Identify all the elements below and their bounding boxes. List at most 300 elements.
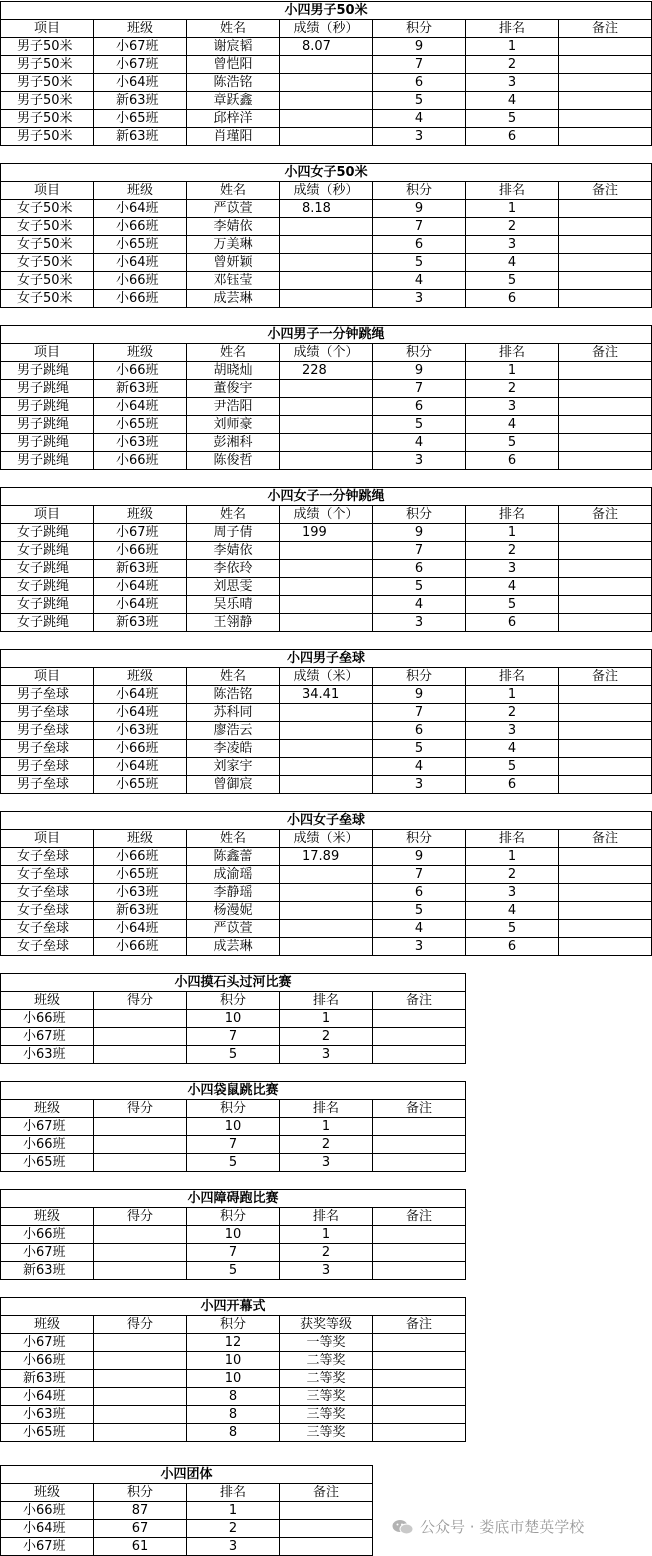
- table-cell: [373, 1262, 466, 1280]
- table-row: [1, 578, 652, 596]
- table-cell: 曾恺阳: [187, 56, 280, 74]
- table-cell: [373, 1226, 466, 1244]
- table-cell: [559, 56, 652, 74]
- table-cell: 4: [466, 254, 559, 272]
- table-cell: 陈浩铭: [187, 686, 280, 704]
- table-cell: 3: [373, 776, 466, 794]
- table-cell: 小66班: [94, 290, 187, 308]
- table-cell: 李婧依: [187, 542, 280, 560]
- table-row: [1, 1388, 466, 1406]
- table-cell: 1: [466, 848, 559, 866]
- table-cell: 男子50米: [1, 38, 94, 56]
- column-header: 备注: [559, 344, 652, 362]
- table-cell: 7: [187, 1136, 280, 1154]
- table-row: [1, 110, 652, 128]
- table-cell: 7: [373, 56, 466, 74]
- table-row: [1, 1028, 466, 1046]
- column-header: 得分: [94, 1316, 187, 1334]
- column-header: 得分: [94, 1100, 187, 1118]
- table-cell: 小64班: [94, 920, 187, 938]
- table-row: [1, 1352, 466, 1370]
- column-header: 备注: [373, 1316, 466, 1334]
- table-cell: [373, 1028, 466, 1046]
- table-cell: 7: [373, 866, 466, 884]
- column-header: 班级: [94, 344, 187, 362]
- table-cell: 小66班: [1, 1502, 94, 1520]
- table-cell: [280, 1538, 373, 1556]
- table-cell: 女子跳绳: [1, 578, 94, 596]
- column-header: 排名: [466, 668, 559, 686]
- table-cell: [280, 236, 373, 254]
- table-title: 小四男子一分钟跳绳: [1, 326, 652, 344]
- table-cell: [280, 920, 373, 938]
- table-cell: 4: [373, 110, 466, 128]
- table-cell: 小67班: [1, 1244, 94, 1262]
- column-header: 成绩（秒）: [280, 182, 373, 200]
- column-header: 排名: [187, 1484, 280, 1502]
- table-cell: 小67班: [1, 1028, 94, 1046]
- score-table: [0, 1465, 373, 1556]
- table-cell: 女子垒球: [1, 848, 94, 866]
- column-header: 成绩（秒）: [280, 20, 373, 38]
- table-title: 小四女子50米: [1, 164, 652, 182]
- table-cell: [280, 92, 373, 110]
- table-title: 小四开幕式: [1, 1298, 466, 1316]
- table-cell: 三等奖: [280, 1406, 373, 1424]
- column-header: 班级: [1, 992, 94, 1010]
- table-cell: 199: [280, 524, 373, 542]
- table-cell: [373, 1370, 466, 1388]
- table-cell: [280, 704, 373, 722]
- table-cell: 1: [466, 362, 559, 380]
- table-cell: 新63班: [94, 92, 187, 110]
- table-cell: 女子50米: [1, 200, 94, 218]
- table-cell: [559, 884, 652, 902]
- table-cell: 严苡萱: [187, 200, 280, 218]
- table-cell: 6: [466, 128, 559, 146]
- table-cell: 1: [466, 524, 559, 542]
- table-cell: [280, 722, 373, 740]
- table-cell: 曾妍颖: [187, 254, 280, 272]
- table-row: [1, 398, 652, 416]
- table-cell: 小64班: [94, 578, 187, 596]
- table-row: [1, 380, 652, 398]
- table-cell: [94, 1010, 187, 1028]
- table-row: [1, 1118, 466, 1136]
- table-cell: [559, 740, 652, 758]
- table-row: [1, 704, 652, 722]
- table-cell: 87: [94, 1502, 187, 1520]
- table-cell: 3: [466, 560, 559, 578]
- table-cell: 228: [280, 362, 373, 380]
- table-cell: 3: [466, 884, 559, 902]
- table-cell: 2: [466, 56, 559, 74]
- table-cell: 2: [466, 218, 559, 236]
- table-cell: [280, 542, 373, 560]
- column-header: 项目: [1, 668, 94, 686]
- table-cell: [559, 902, 652, 920]
- table-cell: 1: [466, 200, 559, 218]
- table-cell: [559, 92, 652, 110]
- table-row: [1, 218, 652, 236]
- table-title: 小四障碍跑比赛: [1, 1190, 466, 1208]
- table-cell: 8: [187, 1388, 280, 1406]
- table-row: [1, 524, 652, 542]
- table-cell: [280, 398, 373, 416]
- table-cell: 小64班: [94, 74, 187, 92]
- table-cell: [373, 1244, 466, 1262]
- table-cell: 新63班: [1, 1370, 94, 1388]
- table-cell: 3: [466, 722, 559, 740]
- column-header: 积分: [187, 992, 280, 1010]
- table-cell: [280, 128, 373, 146]
- table-cell: 7: [373, 542, 466, 560]
- column-header: 积分: [373, 20, 466, 38]
- table-row: [1, 686, 652, 704]
- table-cell: 3: [280, 1046, 373, 1064]
- table-cell: [94, 1262, 187, 1280]
- column-header: 班级: [1, 1208, 94, 1226]
- table-cell: [373, 1154, 466, 1172]
- table-cell: 10: [187, 1370, 280, 1388]
- table-cell: 尹浩阳: [187, 398, 280, 416]
- table-cell: [373, 1406, 466, 1424]
- column-header: 备注: [559, 182, 652, 200]
- table-cell: 男子50米: [1, 74, 94, 92]
- table-cell: 李凌皓: [187, 740, 280, 758]
- table-cell: 谢宸韬: [187, 38, 280, 56]
- table-cell: 17.89: [280, 848, 373, 866]
- column-header: 排名: [466, 182, 559, 200]
- table-cell: 刘师豪: [187, 416, 280, 434]
- table-cell: 小64班: [94, 704, 187, 722]
- table-title: 小四女子垒球: [1, 812, 652, 830]
- table-cell: 男子跳绳: [1, 452, 94, 470]
- column-header: 班级: [94, 668, 187, 686]
- table-cell: 2: [187, 1520, 280, 1538]
- table-cell: 3: [373, 290, 466, 308]
- table-cell: 王翎静: [187, 614, 280, 632]
- table-title: 小四女子一分钟跳绳: [1, 488, 652, 506]
- table-cell: 小65班: [94, 776, 187, 794]
- table-cell: 肖瑾阳: [187, 128, 280, 146]
- table-cell: [559, 416, 652, 434]
- table-cell: 4: [373, 434, 466, 452]
- table-cell: [373, 1118, 466, 1136]
- table-cell: 小67班: [94, 56, 187, 74]
- column-header: 项目: [1, 344, 94, 362]
- table-cell: 5: [187, 1262, 280, 1280]
- table-cell: 邓钰莹: [187, 272, 280, 290]
- table-row: [1, 848, 652, 866]
- table-row: [1, 272, 652, 290]
- table-cell: 34.41: [280, 686, 373, 704]
- table-row: [1, 1334, 466, 1352]
- table-cell: [559, 524, 652, 542]
- table-cell: [280, 578, 373, 596]
- table-row: [1, 776, 652, 794]
- column-header: 排名: [280, 1208, 373, 1226]
- table-cell: [559, 686, 652, 704]
- table-cell: [280, 380, 373, 398]
- score-table: [0, 325, 652, 470]
- table-cell: 男子垒球: [1, 758, 94, 776]
- table-cell: 5: [373, 92, 466, 110]
- table-cell: [559, 110, 652, 128]
- column-header: 获奖等级: [280, 1316, 373, 1334]
- table-cell: [94, 1352, 187, 1370]
- table-cell: 女子垒球: [1, 884, 94, 902]
- table-cell: 3: [373, 128, 466, 146]
- column-header: 排名: [280, 1100, 373, 1118]
- column-header: 积分: [187, 1208, 280, 1226]
- table-cell: 12: [187, 1334, 280, 1352]
- column-header: 班级: [1, 1484, 94, 1502]
- table-cell: 新63班: [94, 380, 187, 398]
- table-cell: 小64班: [94, 200, 187, 218]
- table-row: [1, 200, 652, 218]
- table-cell: 8.18: [280, 200, 373, 218]
- table-cell: [280, 866, 373, 884]
- table-cell: 2: [466, 542, 559, 560]
- wechat-icon: [392, 1519, 414, 1535]
- table-cell: 小67班: [1, 1118, 94, 1136]
- column-header: 班级: [94, 506, 187, 524]
- table-row: [1, 1262, 466, 1280]
- table-cell: 3: [373, 938, 466, 956]
- table-cell: [94, 1244, 187, 1262]
- table-cell: 廖浩云: [187, 722, 280, 740]
- column-header: 积分: [187, 1316, 280, 1334]
- table-cell: 章跃鑫: [187, 92, 280, 110]
- table-cell: 女子50米: [1, 236, 94, 254]
- table-title: 小四团体: [1, 1466, 373, 1484]
- column-header: 成绩（米）: [280, 668, 373, 686]
- column-header: 姓名: [187, 344, 280, 362]
- table-cell: 小66班: [94, 938, 187, 956]
- column-header: 班级: [94, 20, 187, 38]
- table-cell: [280, 560, 373, 578]
- score-table: [0, 649, 652, 794]
- table-cell: 3: [280, 1262, 373, 1280]
- table-cell: 9: [373, 38, 466, 56]
- table-cell: 5: [373, 416, 466, 434]
- table-cell: 成芸琳: [187, 938, 280, 956]
- table-cell: 女子50米: [1, 290, 94, 308]
- table-cell: 小64班: [1, 1388, 94, 1406]
- column-header: 积分: [187, 1100, 280, 1118]
- table-cell: 9: [373, 848, 466, 866]
- column-header: 积分: [373, 830, 466, 848]
- table-row: [1, 452, 652, 470]
- score-table: [0, 1, 652, 146]
- table-cell: 7: [187, 1244, 280, 1262]
- table-cell: 男子50米: [1, 110, 94, 128]
- table-cell: 成芸琳: [187, 290, 280, 308]
- table-cell: 女子跳绳: [1, 596, 94, 614]
- table-row: [1, 1502, 373, 1520]
- table-cell: 小67班: [1, 1334, 94, 1352]
- table-cell: 5: [373, 740, 466, 758]
- table-cell: 小66班: [94, 362, 187, 380]
- table-cell: 3: [187, 1538, 280, 1556]
- table-cell: 61: [94, 1538, 187, 1556]
- table-cell: 李依玲: [187, 560, 280, 578]
- column-header: 备注: [559, 506, 652, 524]
- table-cell: 6: [373, 74, 466, 92]
- table-cell: [94, 1334, 187, 1352]
- table-cell: 苏科同: [187, 704, 280, 722]
- table-cell: 2: [466, 704, 559, 722]
- column-header: 积分: [94, 1484, 187, 1502]
- table-cell: [94, 1046, 187, 1064]
- table-cell: [280, 56, 373, 74]
- table-cell: 5: [466, 434, 559, 452]
- table-row: [1, 1406, 466, 1424]
- table-cell: [280, 776, 373, 794]
- table-row: [1, 614, 652, 632]
- table-cell: 男子垒球: [1, 740, 94, 758]
- table-cell: 小67班: [94, 524, 187, 542]
- table-cell: [280, 596, 373, 614]
- table-row: [1, 920, 652, 938]
- table-cell: 5: [373, 902, 466, 920]
- table-cell: 二等奖: [280, 1370, 373, 1388]
- table-cell: [373, 1136, 466, 1154]
- table-cell: 5: [373, 254, 466, 272]
- column-header: 姓名: [187, 668, 280, 686]
- table-cell: 1: [187, 1502, 280, 1520]
- column-header: 项目: [1, 830, 94, 848]
- table-cell: [280, 110, 373, 128]
- table-cell: [559, 614, 652, 632]
- table-cell: [280, 938, 373, 956]
- column-header: 排名: [466, 344, 559, 362]
- table-row: [1, 1226, 466, 1244]
- table-cell: 5: [466, 110, 559, 128]
- column-header: 备注: [373, 1100, 466, 1118]
- table-cell: 4: [373, 758, 466, 776]
- table-title: 小四袋鼠跳比赛: [1, 1082, 466, 1100]
- table-cell: 女子50米: [1, 272, 94, 290]
- table-cell: 5: [466, 920, 559, 938]
- table-cell: 小63班: [1, 1406, 94, 1424]
- table-row: [1, 1424, 466, 1442]
- table-cell: 10: [187, 1118, 280, 1136]
- table-cell: [280, 452, 373, 470]
- table-cell: [280, 884, 373, 902]
- table-row: [1, 74, 652, 92]
- column-header: 排名: [466, 20, 559, 38]
- table-row: [1, 722, 652, 740]
- table-cell: 6: [466, 776, 559, 794]
- table-cell: 6: [373, 722, 466, 740]
- table-cell: 陈浩铭: [187, 74, 280, 92]
- table-cell: [280, 434, 373, 452]
- table-row: [1, 362, 652, 380]
- table-row: [1, 38, 652, 56]
- table-cell: 小66班: [94, 218, 187, 236]
- table-cell: 曾御宸: [187, 776, 280, 794]
- table-cell: 男子垒球: [1, 776, 94, 794]
- table-cell: 5: [187, 1046, 280, 1064]
- table-row: [1, 128, 652, 146]
- table-cell: 女子跳绳: [1, 542, 94, 560]
- table-cell: 小65班: [94, 416, 187, 434]
- table-cell: 男子50米: [1, 92, 94, 110]
- table-cell: 小66班: [94, 848, 187, 866]
- table-cell: 3: [373, 614, 466, 632]
- table-cell: 2: [280, 1136, 373, 1154]
- table-cell: 小65班: [94, 866, 187, 884]
- column-header: 班级: [94, 830, 187, 848]
- table-row: [1, 1244, 466, 1262]
- table-cell: 6: [373, 884, 466, 902]
- table-cell: 1: [466, 686, 559, 704]
- table-cell: 男子垒球: [1, 722, 94, 740]
- table-row: [1, 542, 652, 560]
- column-header: 项目: [1, 20, 94, 38]
- table-row: [1, 236, 652, 254]
- column-header: 项目: [1, 506, 94, 524]
- table-cell: [559, 434, 652, 452]
- table-cell: [373, 1046, 466, 1064]
- table-cell: 新63班: [94, 560, 187, 578]
- table-cell: [373, 1388, 466, 1406]
- table-cell: [280, 614, 373, 632]
- table-row: [1, 290, 652, 308]
- table-cell: [94, 1226, 187, 1244]
- table-cell: 6: [466, 290, 559, 308]
- column-header: 班级: [1, 1316, 94, 1334]
- table-cell: 男子跳绳: [1, 398, 94, 416]
- table-cell: 4: [373, 920, 466, 938]
- score-table: [0, 487, 652, 632]
- score-table: [0, 1297, 466, 1442]
- table-title: 小四男子50米: [1, 2, 652, 20]
- column-header: 得分: [94, 1208, 187, 1226]
- table-cell: [559, 542, 652, 560]
- table-cell: [559, 290, 652, 308]
- table-cell: 9: [373, 524, 466, 542]
- watermark-text: 公众号 · 娄底市楚英学校: [420, 1518, 585, 1536]
- table-cell: 小64班: [1, 1520, 94, 1538]
- column-header: 备注: [373, 992, 466, 1010]
- table-cell: 小64班: [94, 686, 187, 704]
- table-cell: [280, 758, 373, 776]
- table-cell: [94, 1136, 187, 1154]
- table-row: [1, 938, 652, 956]
- table-cell: 4: [373, 272, 466, 290]
- score-table: [0, 163, 652, 308]
- table-cell: [280, 218, 373, 236]
- table-cell: 5: [466, 272, 559, 290]
- table-cell: 女子垒球: [1, 866, 94, 884]
- table-cell: [94, 1154, 187, 1172]
- column-header: 姓名: [187, 20, 280, 38]
- column-header: 备注: [373, 1208, 466, 1226]
- table-cell: 小66班: [94, 542, 187, 560]
- table-row: [1, 1046, 466, 1064]
- table-cell: 成渝瑶: [187, 866, 280, 884]
- table-cell: [559, 200, 652, 218]
- table-cell: 胡晓灿: [187, 362, 280, 380]
- table-cell: 刘家宇: [187, 758, 280, 776]
- table-cell: 小67班: [94, 38, 187, 56]
- table-cell: 邱梓洋: [187, 110, 280, 128]
- table-cell: 董俊宇: [187, 380, 280, 398]
- table-cell: [559, 452, 652, 470]
